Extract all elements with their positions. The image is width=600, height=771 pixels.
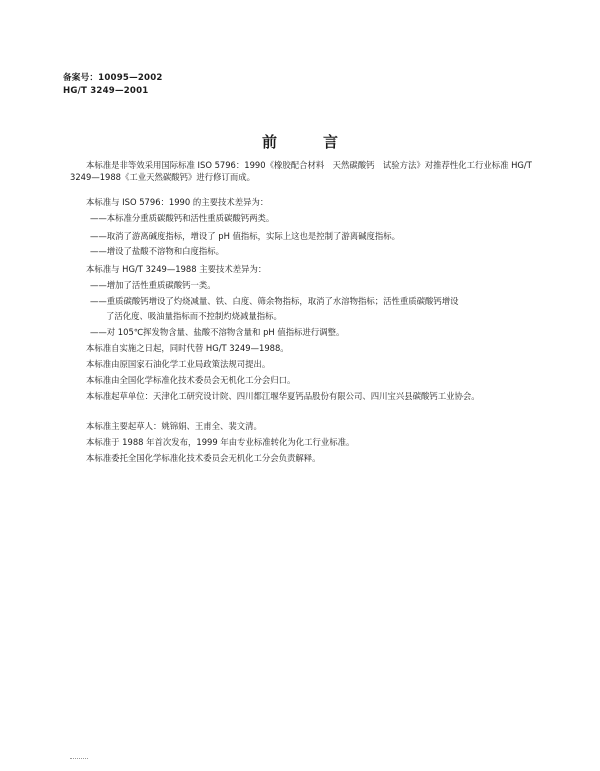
list-item: ——增设了盐酸不溶物和白度指标。 (90, 246, 224, 256)
list-item: ——重质碳酸钙增设了灼烧减量、铁、白度、筛余物指标，取消了水溶物指标；活性重质碳酸钙增设 (90, 296, 459, 306)
page-title: 前言 (261, 133, 384, 151)
list-item: ——对 105℃挥发物含量、盐酸不溶物含量和 pH 值指标进行调整。 (90, 327, 345, 337)
paragraph-interpretation: 本标准委托全国化学标准化技术委员会无机化工分会负责解释。 (86, 453, 321, 463)
list-item: ——取消了游离碱度指标，增设了 pH 值指标，实际上这也是控制了游离碱度指标。 (90, 231, 401, 241)
paragraph-drafters: 本标准主要起草人：姚锦娟、王甫全、裴文清。 (86, 421, 262, 431)
paragraph-intro: 本标准是非等效采用国际标准 ISO 5796：1990《橡胶配合材料 天然碳酸钙 试验方法》对推荐性化工行业标准 HG/T 3249—1988《工业天然碳酸钙》进行修订而成。 (70, 160, 532, 182)
paragraph-drafting-units: 本标准起草单位：天津化工研究设计院、四川都江堰华夏钙品股份有限公司、四川宝兴县碳酸钙工业协会。 (86, 391, 480, 401)
filing-number: 备案号：10095—2002 (63, 73, 163, 83)
paragraph-hg-diff-heading: 本标准与 HG/T 3249—1988 主要技术差异为： (86, 264, 267, 274)
paragraph-replaces: 本标准自实施之日起，同时代替 HG/T 3249—1988。 (86, 343, 289, 353)
list-item: ——本标准分重质碳酸钙和活性重质碳酸钙两类。 (90, 213, 275, 223)
paragraph-iso-diff-heading: 本标准与 ISO 5796：1990 的主要技术差异为： (86, 197, 269, 207)
paragraph-history: 本标准于 1988 年首次发布，1999 年由专业标准转化为化工行业标准。 (86, 437, 355, 447)
standard-number: HG/T 3249—2001 (63, 86, 149, 96)
paragraph-proposed-by: 本标准由原国家石油化学工业局政策法规司提出。 (86, 359, 271, 369)
paragraph-managed-by: 本标准由全国化学标准化技术委员会无机化工分会归口。 (86, 375, 296, 385)
page-scan-mark (70, 758, 88, 763)
list-item: ——增加了活性重质碳酸钙一类。 (90, 280, 216, 290)
list-item-continuation: 了活化度、吸油量指标而不控制灼烧减量指标。 (106, 311, 282, 321)
